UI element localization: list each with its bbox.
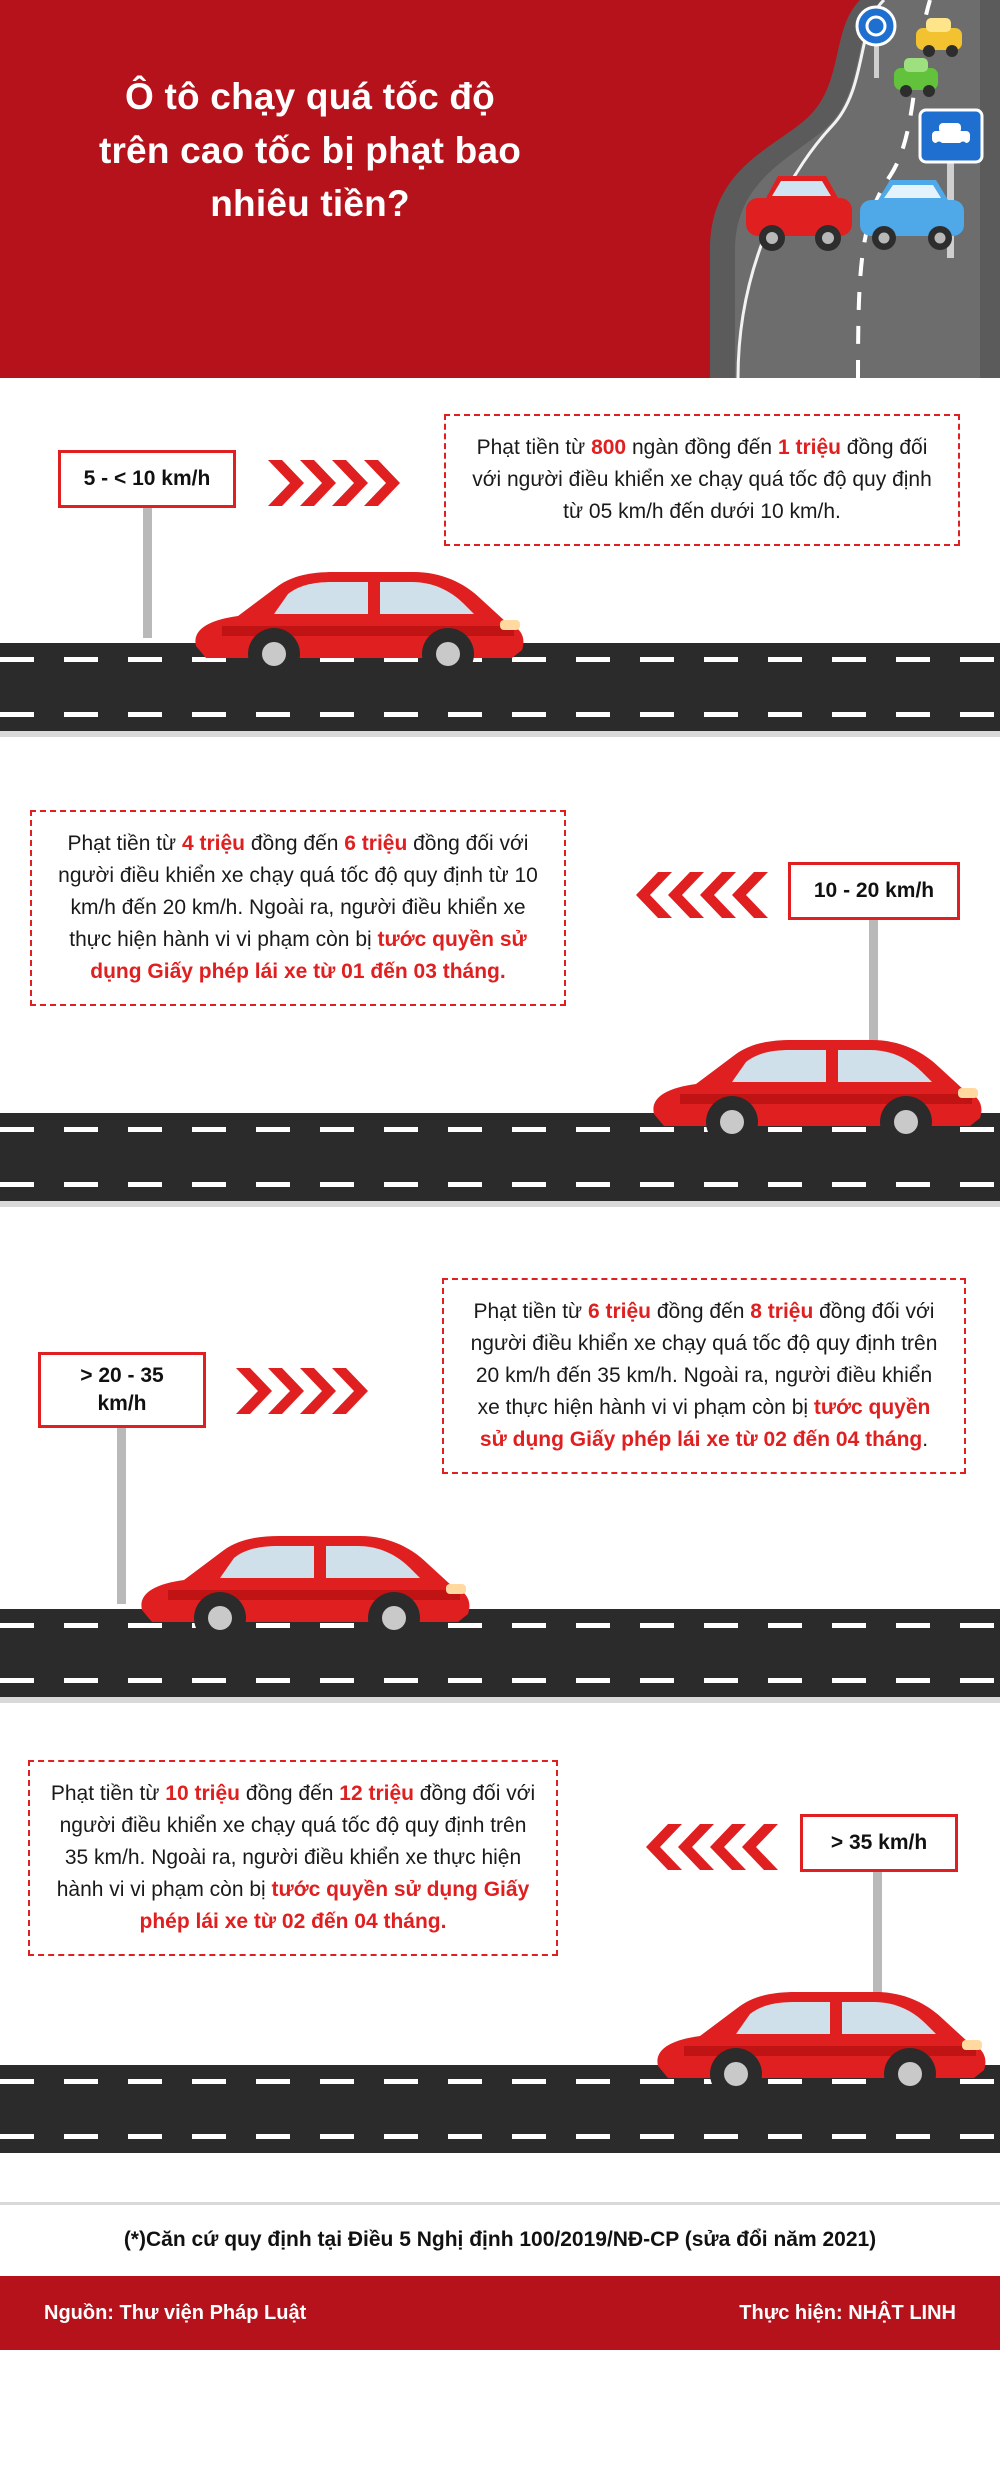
speed-sign-level-1 (58, 450, 236, 508)
penalty-body-3: đồng đối với người điều khiển xe chạy quá tốc độ quy định trên 20 km/h đến 35 km/h. Ngoài ra, người điều khiển xe thực hiện hành vi vi phạm còn bị (470, 1300, 938, 1419)
page-title-line-1: Ô tô chạy quá tốc độ (125, 76, 495, 117)
speed-sign-label-2: 10 - 20 km/h (813, 879, 935, 902)
speed-sign-level-2 (788, 862, 960, 920)
chevrons-level-4 (630, 1824, 778, 1870)
penalty-license-3: tước quyền sử dụng Giấy phép lái xe từ 02 đến 04 tháng (479, 1395, 931, 1451)
amount-min-2: 4 triệu (181, 832, 245, 855)
car-level-2 (640, 1028, 988, 1157)
page-title (40, 70, 580, 231)
speed-sign-label-4: > 35 km/h (830, 1831, 928, 1854)
penalty-license-4: tước quyền sử dụng Giấy phép lái xe từ 02 đến 04 tháng. (139, 1877, 530, 1933)
penalty-license-2: tước quyền sử dụng Giấy phép lái xe từ 01 đến 03 tháng. (90, 927, 527, 983)
sign-pole-1 (143, 506, 152, 638)
section-level-2 (0, 782, 1000, 1252)
amount-max-2: 6 triệu (344, 832, 408, 855)
amount-max-3: 8 triệu (750, 1300, 814, 1323)
penalty-text-level-1: Phạt tiền từ 800 ngàn đồng đến 1 triệu đồng đối với người điều khiển xe chạy quá tốc độ quy định từ 05 km/h đến dưới 10 km/h. (444, 414, 960, 546)
chevrons-level-1 (268, 460, 416, 506)
legal-footnote-text: (*)Căn cứ quy định tại Điều 5 Nghị định 100/2019/NĐ-CP (sửa đổi năm 2021) (123, 2228, 877, 2251)
car-level-3 (128, 1524, 476, 1653)
chevrons-level-2 (620, 872, 768, 918)
legal-footnote (0, 2202, 1000, 2276)
sign-pole-3 (117, 1426, 126, 1604)
road-divider-1 (0, 731, 1000, 737)
penalty-text-level-2: Phạt tiền từ 4 triệu đồng đến 6 triệu đồng đối với người điều khiển xe chạy quá tốc độ quy định từ 10 km/h đến 20 km/h. Ngoài ra, người điều khiển xe thực hiện hành vi vi phạm còn bị tước quyền sử dụng Giấy phép lái xe từ 01 đến 03 tháng. (30, 810, 566, 1006)
penalty-body-4: đồng đối với người điều khiển xe chạy quá tốc độ quy định trên 35 km/h. Ngoài ra, người điều khiển xe thực hiện hành vi vi phạm còn bị (56, 1782, 536, 1901)
speed-sign-level-4 (800, 1814, 958, 1872)
section-level-4 (0, 1732, 1000, 2202)
amount-max-4: 12 triệu (339, 1782, 414, 1805)
amount-min-1: 800 (591, 436, 627, 459)
section-level-3 (0, 1252, 1000, 1732)
amount-max-1: 1 triệu (777, 436, 841, 459)
amount-min-3: 6 triệu (587, 1300, 651, 1323)
speed-sign-level-3 (38, 1352, 206, 1428)
footnote-divider (0, 2202, 1000, 2205)
penalty-text-level-4: Phạt tiền từ 10 triệu đồng đến 12 triệu đồng đối với người điều khiển xe chạy quá tốc độ quy định trên 35 km/h. Ngoài ra, người điều khiển xe thực hiện hành vi vi phạm còn bị tước quyền sử dụng Giấy phép lái xe từ 02 đến 04 tháng. (28, 1760, 558, 1956)
footer-author: Thực hiện: NHẬT LINH (739, 2301, 956, 2324)
road-divider-2 (0, 1201, 1000, 1207)
section-level-1 (0, 378, 1000, 782)
road-divider-3 (0, 1697, 1000, 1703)
header-illustration (560, 0, 1000, 378)
speed-sign-label-1: 5 - < 10 km/h (83, 467, 211, 490)
page-title-line-3: nhiêu tiền? (210, 183, 410, 225)
car-level-4 (644, 1980, 992, 2109)
penalty-body-2: đồng đối với người điều khiển xe chạy quá tốc độ quy định từ 10 km/h đến 20 km/h. Ngoài ra, người điều khiển xe thực hiện hành vi vi phạm còn bị (58, 832, 538, 951)
chevrons-level-3 (236, 1368, 384, 1414)
penalty-text-level-3: Phạt tiền từ 6 triệu đồng đến 8 triệu đồng đối với người điều khiển xe chạy quá tốc độ quy định trên 20 km/h đến 35 km/h. Ngoài ra, người điều khiển xe thực hiện hành vi vi phạm còn bị tước quyền sử dụng Giấy phép lái xe từ 02 đến 04 tháng. (442, 1278, 966, 1474)
footer-bar (0, 2276, 1000, 2350)
penalty-body-1: đồng đối với người điều khiển xe chạy quá tốc độ quy định từ 05 km/h đến dưới 10 km/h. (472, 436, 932, 523)
footer-source: Nguồn: Thư viện Pháp Luật (44, 2301, 307, 2324)
page-title-line-2: trên cao tốc bị phạt bao (98, 129, 522, 171)
car-level-1 (182, 560, 530, 689)
amount-min-4: 10 triệu (165, 1782, 240, 1805)
header-banner (0, 0, 1000, 378)
speed-sign-label-3: > 20 - 35 km/h (80, 1363, 164, 1415)
